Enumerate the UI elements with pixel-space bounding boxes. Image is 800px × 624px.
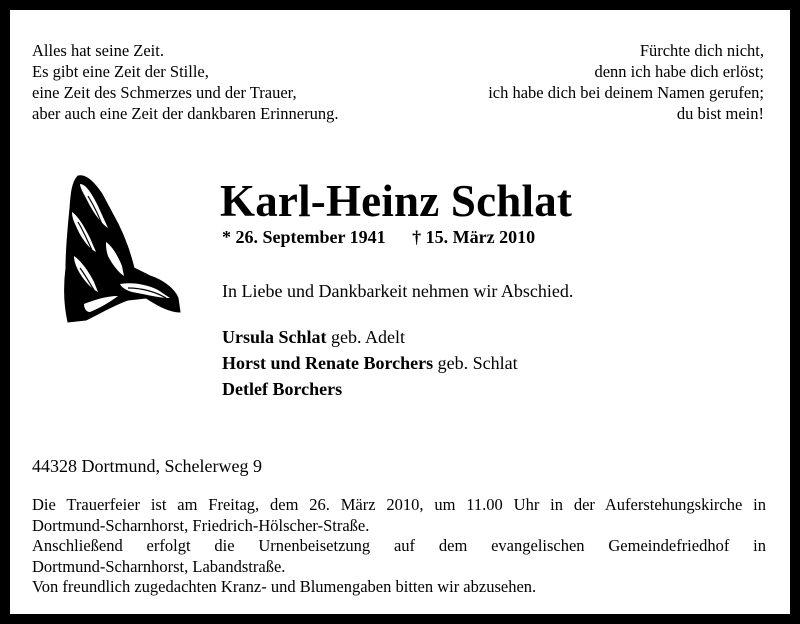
- poem-right-line: du bist mein!: [676, 104, 764, 123]
- mourner-suffix: geb. Adelt: [326, 327, 406, 347]
- details-line: Dortmund-Scharnhorst, Friedrich-Hölscher-Straße.: [32, 515, 370, 535]
- death-date: † 15. März 2010: [412, 227, 536, 247]
- mourner-name: Detlef Borchers: [222, 379, 343, 399]
- mourners-list: [222, 324, 518, 402]
- poem-left: [32, 40, 338, 124]
- poem-left-line: eine Zeit des Schmerzes und der Trauer,: [32, 83, 297, 102]
- deceased-name: Karl-Heinz Schlat: [220, 176, 573, 226]
- poem-right-line: Fürchte dich nicht,: [639, 41, 764, 60]
- details-line: Dortmund-Scharnhorst, Labandstraße.: [32, 556, 286, 576]
- mourner-entry: [222, 350, 518, 376]
- mourner-name: Horst und Renate Borchers: [222, 353, 434, 373]
- obituary-card: [10, 10, 790, 614]
- mourner-entry: [222, 376, 518, 402]
- mourner-entry: [222, 324, 518, 350]
- details-line: Von freundlich zugedachten Kranz- und Blumengaben bitten wir abzusehen.: [32, 577, 537, 596]
- praying-hands-icon: [58, 172, 182, 324]
- funeral-details: [32, 495, 766, 598]
- life-dates: [222, 226, 535, 248]
- mourner-name: Ursula Schlat: [222, 327, 327, 347]
- poem-right: [488, 40, 764, 124]
- family-address: 44328 Dortmund, Schelerweg 9: [32, 456, 262, 476]
- poem-left-line: Alles hat seine Zeit.: [32, 41, 164, 60]
- poem-left-line: Es gibt eine Zeit der Stille,: [32, 62, 209, 81]
- details-line: Die Trauerfeier ist am Freitag, dem 26. März 2010, um 11.00 Uhr in der Auferstehungskirche in: [32, 495, 766, 514]
- details-line: Anschließend erfolgt die Urnenbeisetzung auf dem evangelischen Gemeindefriedhof in: [32, 536, 766, 555]
- birth-date: * 26. September 1941: [222, 227, 386, 247]
- poem-right-line: denn ich habe dich erlöst;: [594, 62, 764, 81]
- farewell-text: In Liebe und Dankbarkeit nehmen wir Abschied.: [222, 281, 574, 301]
- mourner-suffix: geb. Schlat: [433, 353, 518, 373]
- poem-left-line: aber auch eine Zeit der dankbaren Erinnerung.: [32, 104, 339, 123]
- poem-right-line: ich habe dich bei deinem Namen gerufen;: [488, 83, 764, 102]
